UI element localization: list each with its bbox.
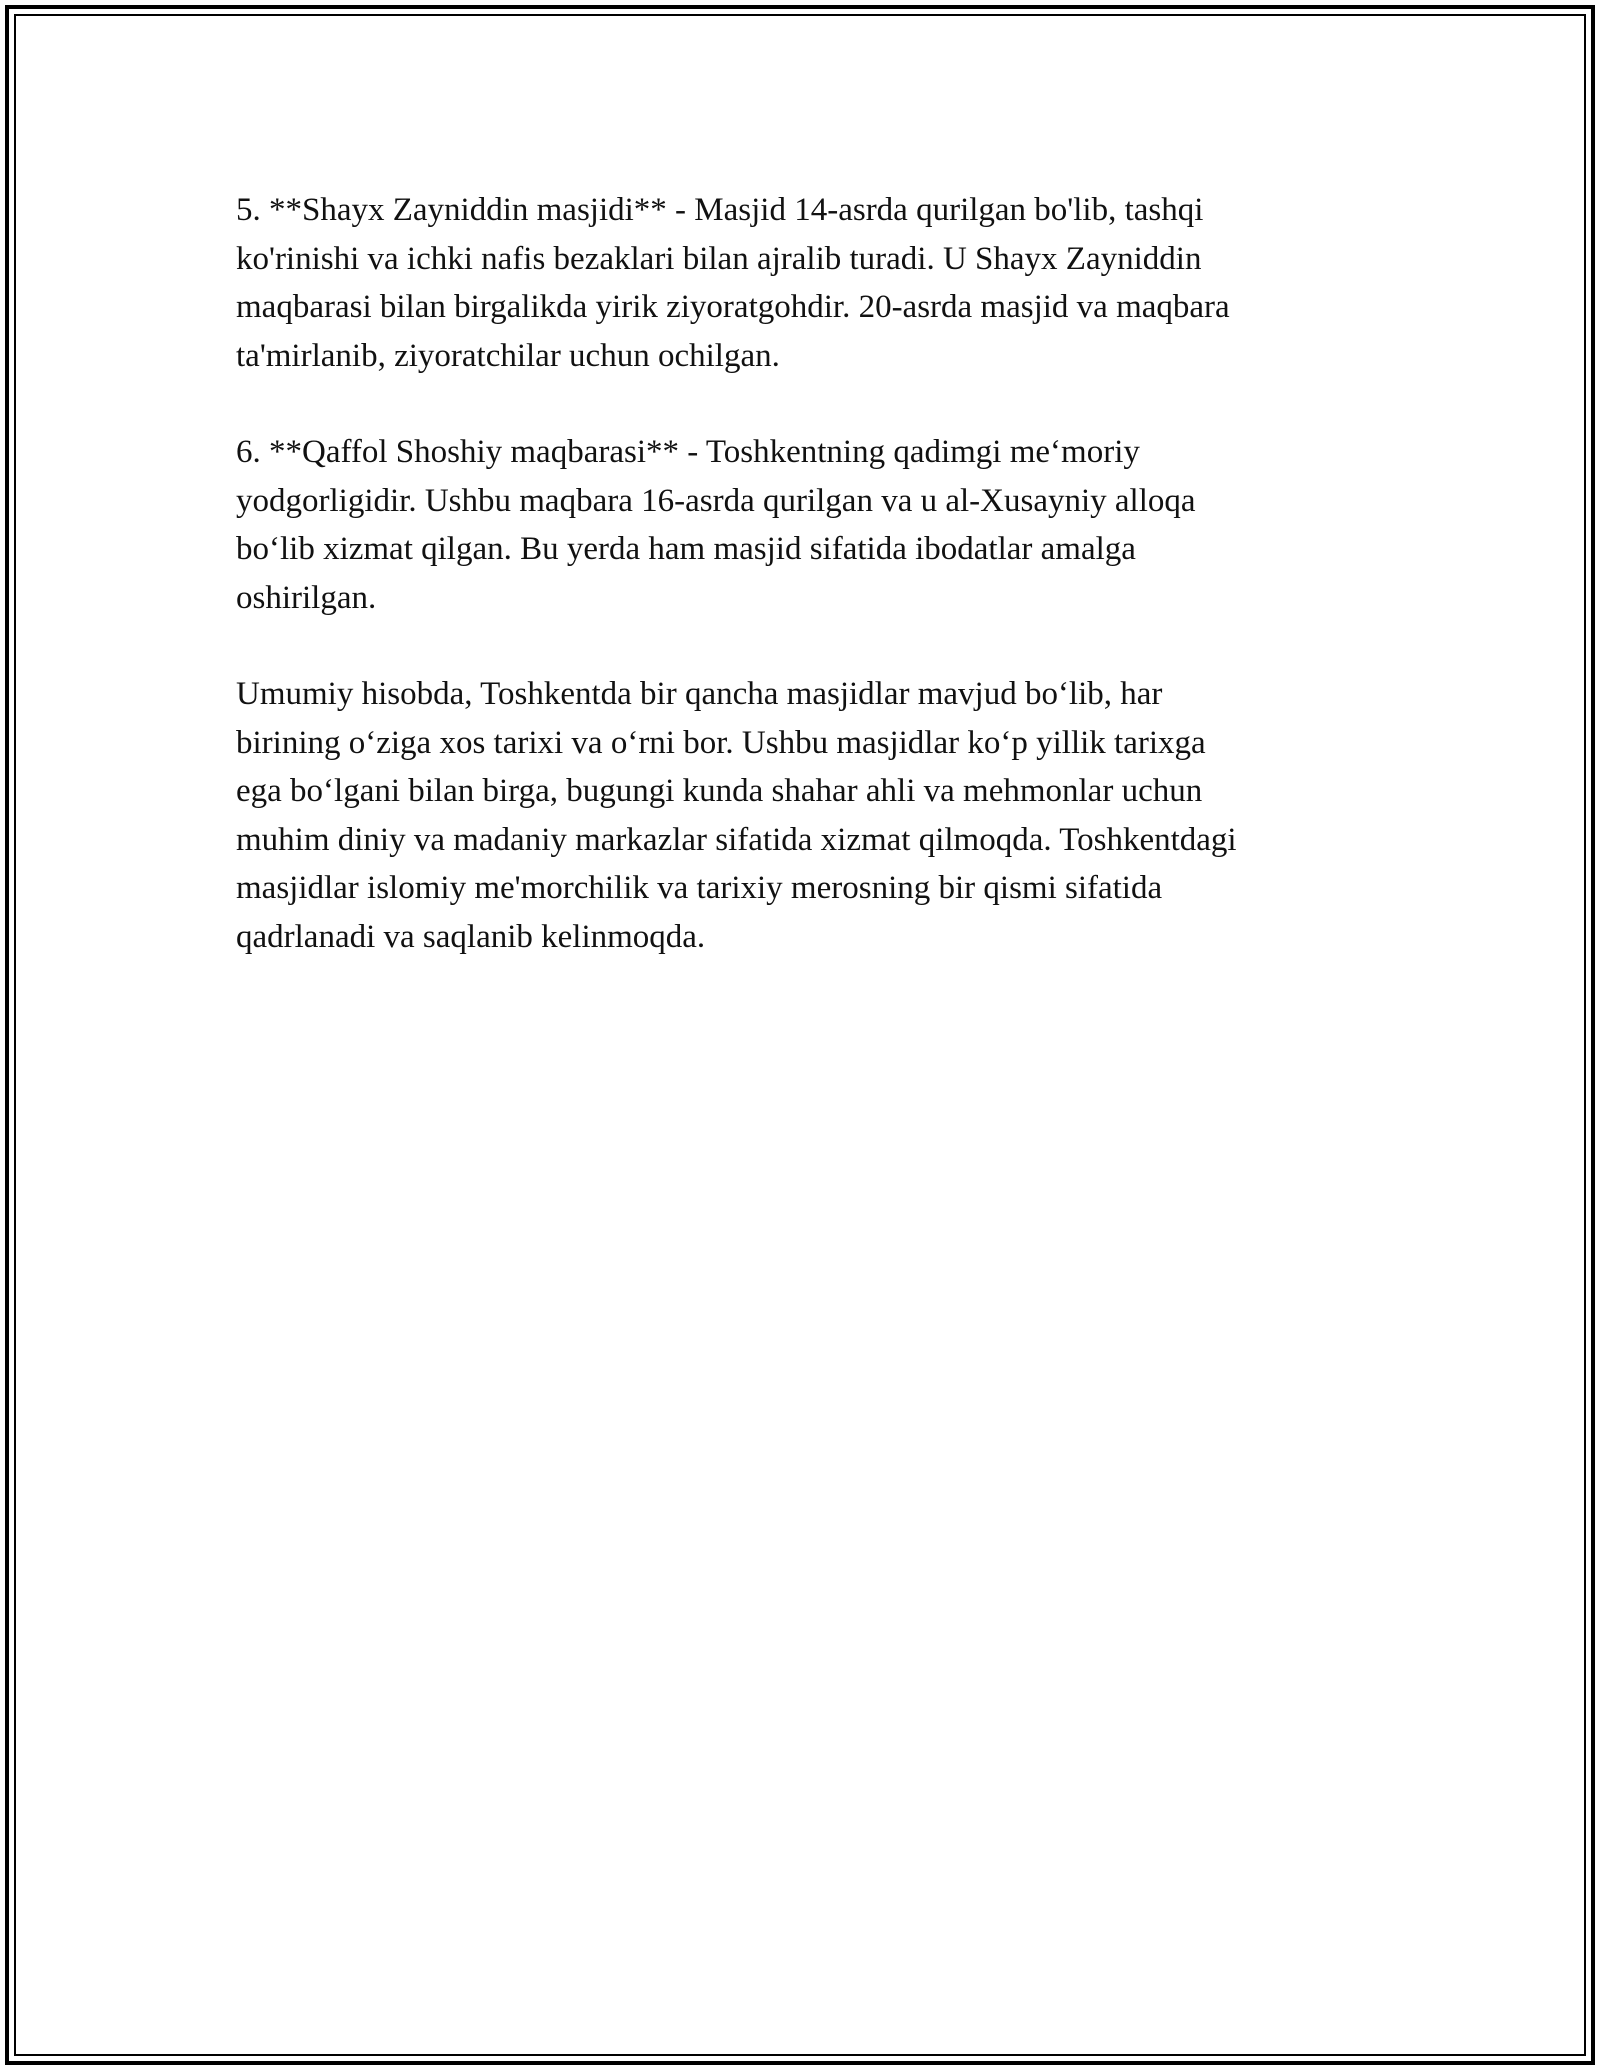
paragraph-summary: Umumiy hisobda, Toshkentda bir qancha masjidlar mavjud bo‘lib, har birining o‘ziga xos tarixi va o‘rni bor. Ushbu masjidlar ko‘p yillik tarixga ega bo‘lgani bilan birga, bugungi kunda shahar ahli va mehmonlar uchun muhim diniy va madaniy markazlar sifatida xizmat qilmoqda. Toshkentdagi masjidlar islomiy me'morchilik va tarixiy merosning bir qismi sifatida qadrlanadi va saqlanib kelinmoqda. (236, 676, 1237, 955)
document-body (236, 186, 1366, 1009)
paragraph-shayx-zayniddin: 5. **Shayx Zayniddin masjidi** - Masjid 14-asrda qurilgan bo'lib, tashqi ko'rinishi va ichki nafis bezaklari bilan ajralib turadi. U Shayx Zayniddin maqbarasi bilan birgalikda yirik ziyoratgohdir. 20-asrda masjid va maqbara ta'mirlanib, ziyoratchilar uchun ochilgan. (236, 192, 1230, 374)
paragraph-qaffol-shoshiy: 6. **Qaffol Shoshiy maqbarasi** - Toshkentning qadimgi me‘moriy yodgorligidir. Ushbu maqbara 16-asrda qurilgan va u al-Xusayniy alloqa bo‘lib xizmat qilgan. Bu yerda ham masjid sifatida ibodatlar amalga oshirilgan. (236, 434, 1196, 616)
